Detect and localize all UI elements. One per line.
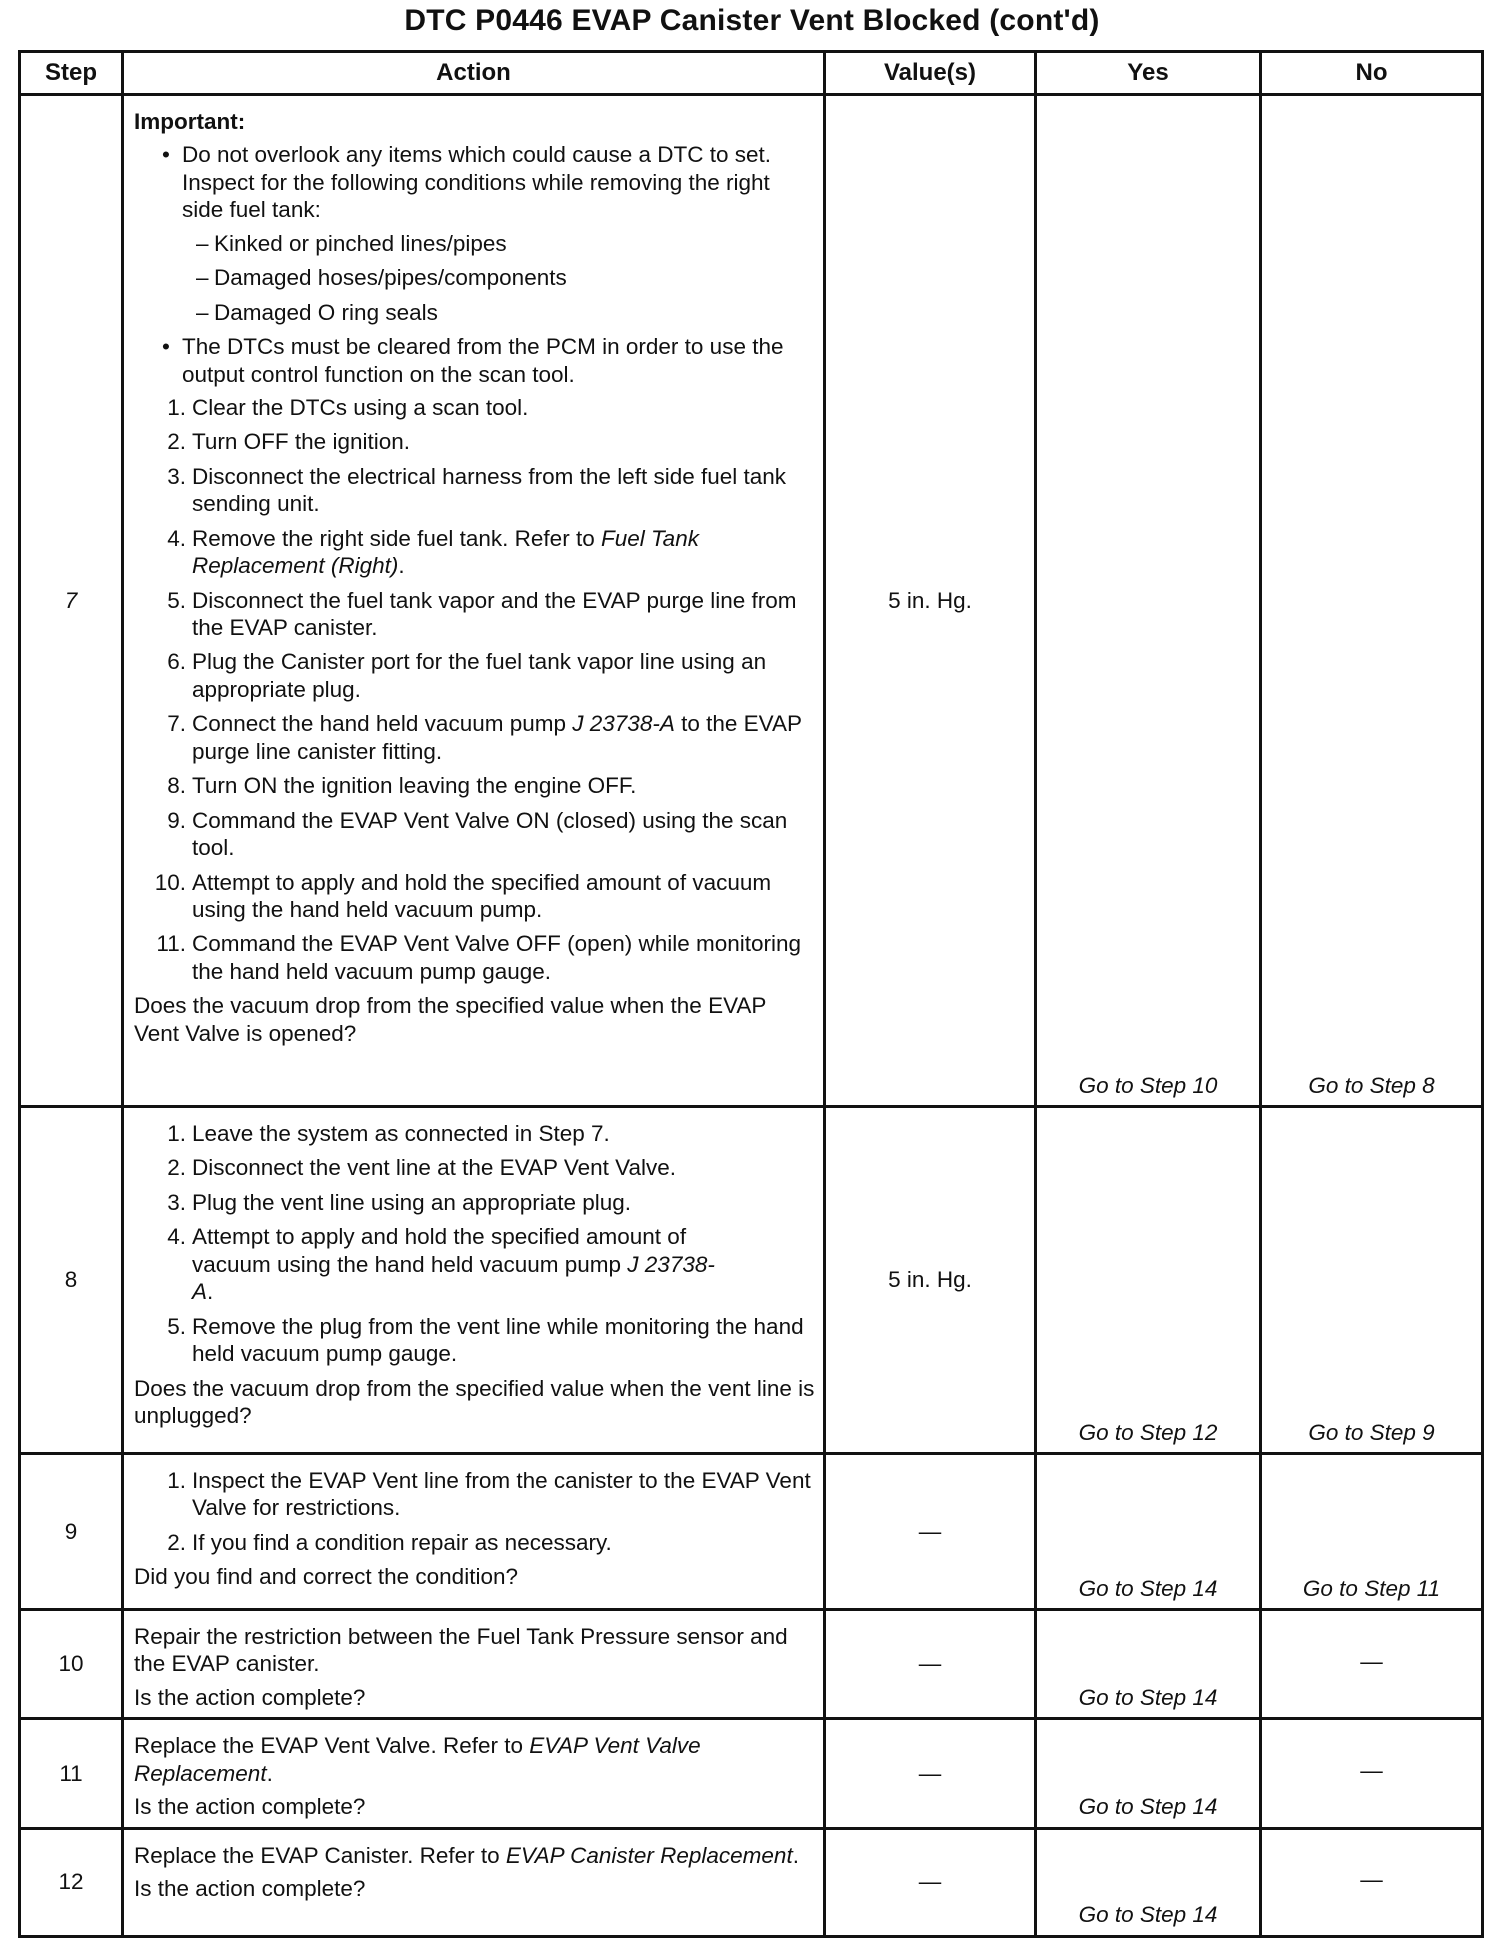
reference-link: Fuel Tank Replacement (Right) xyxy=(192,525,699,579)
value-cell: — xyxy=(825,1454,1036,1610)
list-item: • Do not overlook any items which could cause a DTC to set. Inspect for the following conditions while removing the right side fuel tank: – Kinked or pinched lines/pipes – Damaged hoses/pipes/components – Damaged O ring seals xyxy=(182,141,815,326)
step-number: 11 xyxy=(20,1719,123,1828)
list-item: 3. Disconnect the electrical harness from the left side fuel tank sending unit. xyxy=(167,463,787,517)
list-item: 4. Remove the right side fuel tank. Refer to Fuel Tank Replacement (Right). xyxy=(167,525,699,579)
value-cell: 5 in. Hg. xyxy=(825,1107,1036,1454)
header-values: Value(s) xyxy=(825,52,1036,95)
list-item: 5. Disconnect the fuel tank vapor and the EVAP purge line from the EVAP canister. xyxy=(167,587,797,640)
question: Is the action complete? xyxy=(134,1684,366,1710)
value-cell: 5 in. Hg. xyxy=(825,95,1036,1107)
list-item: 1. Clear the DTCs using a scan tool. xyxy=(167,394,529,420)
list-item: 11. Command the EVAP Vent Valve OFF (open) while monitoring the hand held vacuum pump gauge. xyxy=(156,931,802,984)
action-text: Repair the restriction between the Fuel Tank Pressure sensor and the EVAP canister. xyxy=(134,1624,788,1677)
action-cell xyxy=(123,1454,825,1610)
procedure-steps xyxy=(134,1467,815,1556)
step-number: 12 xyxy=(20,1828,123,1936)
procedure-steps xyxy=(134,1120,815,1368)
procedure-steps xyxy=(134,394,815,985)
header-step: Step xyxy=(20,52,123,95)
question: Did you find and correct the condition? xyxy=(134,1564,518,1590)
action-cell xyxy=(123,1107,825,1454)
table-row xyxy=(20,1107,1483,1454)
step-number: 9 xyxy=(20,1454,123,1610)
page-title: DTC P0446 EVAP Canister Vent Blocked (cont'd) xyxy=(404,4,1100,37)
no-cell: — xyxy=(1261,1828,1483,1936)
list-item: – Damaged O ring seals xyxy=(214,299,815,326)
tool-number: J 23738-A xyxy=(192,1251,715,1305)
action-text: Replace the EVAP Canister. Refer to EVAP Canister Replacement. xyxy=(134,1842,799,1868)
list-item: 7. Connect the hand held vacuum pump J 23738-A to the EVAP purge line canister fitting. xyxy=(167,711,802,764)
list-item: 1. Inspect the EVAP Vent line from the canister to the EVAP Vent Valve for restrictions. xyxy=(167,1468,811,1521)
header-action: Action xyxy=(123,52,825,95)
list-item: 1. Leave the system as connected in Step 7. xyxy=(167,1121,610,1146)
table-row xyxy=(20,95,1483,1107)
action-cell xyxy=(123,95,825,1107)
step-number: 7 xyxy=(20,95,123,1107)
question: Does the vacuum drop from the specified value when the vent line is unplugged? xyxy=(134,1375,815,1428)
no-cell: — xyxy=(1261,1719,1483,1828)
table-row xyxy=(20,1828,1483,1936)
step-number: 8 xyxy=(20,1107,123,1454)
reference-link: EVAP Vent Valve Replacement xyxy=(134,1733,701,1786)
list-item: 2. Turn OFF the ignition. xyxy=(167,429,411,455)
action-cell xyxy=(123,1719,825,1828)
yes-cell: Go to Step 14 xyxy=(1036,1610,1261,1719)
action-cell xyxy=(123,1828,825,1936)
list-item: 10. Attempt to apply and hold the specified amount of vacuum using the hand held vacuum pump. xyxy=(154,869,772,922)
list-item: 8. Turn ON the ignition leaving the engine OFF. xyxy=(167,773,637,799)
important-list xyxy=(134,141,815,388)
table-row xyxy=(20,1454,1483,1610)
value-cell: — xyxy=(825,1610,1036,1719)
no-cell: Go to Step 8 xyxy=(1261,95,1483,1107)
diagnostic-table xyxy=(18,50,1484,1938)
list-item: 2. Disconnect the vent line at the EVAP Vent Valve. xyxy=(167,1155,677,1181)
list-item: – Damaged hoses/pipes/components xyxy=(214,264,815,291)
reference-link: EVAP Canister Replacement xyxy=(505,1842,793,1868)
tool-number: J 23738-A xyxy=(572,711,675,737)
value-cell: — xyxy=(825,1719,1036,1828)
question: Does the vacuum drop from the specified value when the EVAP Vent Valve is opened? xyxy=(134,993,767,1046)
list-item: 4. Attempt to apply and hold the specified amount of vacuum using the hand held vacuum pump J 23738-A. xyxy=(167,1224,715,1305)
step-number: 10 xyxy=(20,1610,123,1719)
conditions-list xyxy=(182,230,815,326)
list-item: – Kinked or pinched lines/pipes xyxy=(214,230,815,257)
list-item: • The DTCs must be cleared from the PCM in order to use the output control function on the scan tool. xyxy=(182,333,815,388)
header-row xyxy=(20,52,1483,95)
yes-cell: Go to Step 14 xyxy=(1036,1828,1261,1936)
yes-cell: Go to Step 14 xyxy=(1036,1719,1261,1828)
list-item: 5. Remove the plug from the vent line while monitoring the hand held vacuum pump gauge. xyxy=(167,1313,804,1367)
table-row xyxy=(20,1610,1483,1719)
yes-cell: Go to Step 12 xyxy=(1036,1107,1261,1454)
list-item: 2. If you find a condition repair as necessary. xyxy=(167,1529,612,1555)
action-cell xyxy=(123,1610,825,1719)
no-cell: Go to Step 9 xyxy=(1261,1107,1483,1454)
table-row xyxy=(20,1719,1483,1828)
question: Is the action complete? xyxy=(134,1794,366,1820)
important-label: Important: xyxy=(134,109,246,134)
list-item: 6. Plug the Canister port for the fuel tank vapor line using an appropriate plug. xyxy=(167,649,767,702)
yes-cell: Go to Step 10 xyxy=(1036,95,1261,1107)
header-yes: Yes xyxy=(1036,52,1261,95)
question: Is the action complete? xyxy=(134,1876,366,1902)
list-item: 9. Command the EVAP Vent Valve ON (closed) using the scan tool. xyxy=(167,807,788,861)
yes-cell: Go to Step 14 xyxy=(1036,1454,1261,1610)
no-cell: — xyxy=(1261,1610,1483,1719)
list-item: 3. Plug the vent line using an appropriate plug. xyxy=(167,1189,632,1215)
value-cell: — xyxy=(825,1828,1036,1936)
no-cell: Go to Step 11 xyxy=(1261,1454,1483,1610)
header-no: No xyxy=(1261,52,1483,95)
action-text: Replace the EVAP Vent Valve. Refer to EVAP Vent Valve Replacement. xyxy=(134,1733,701,1786)
